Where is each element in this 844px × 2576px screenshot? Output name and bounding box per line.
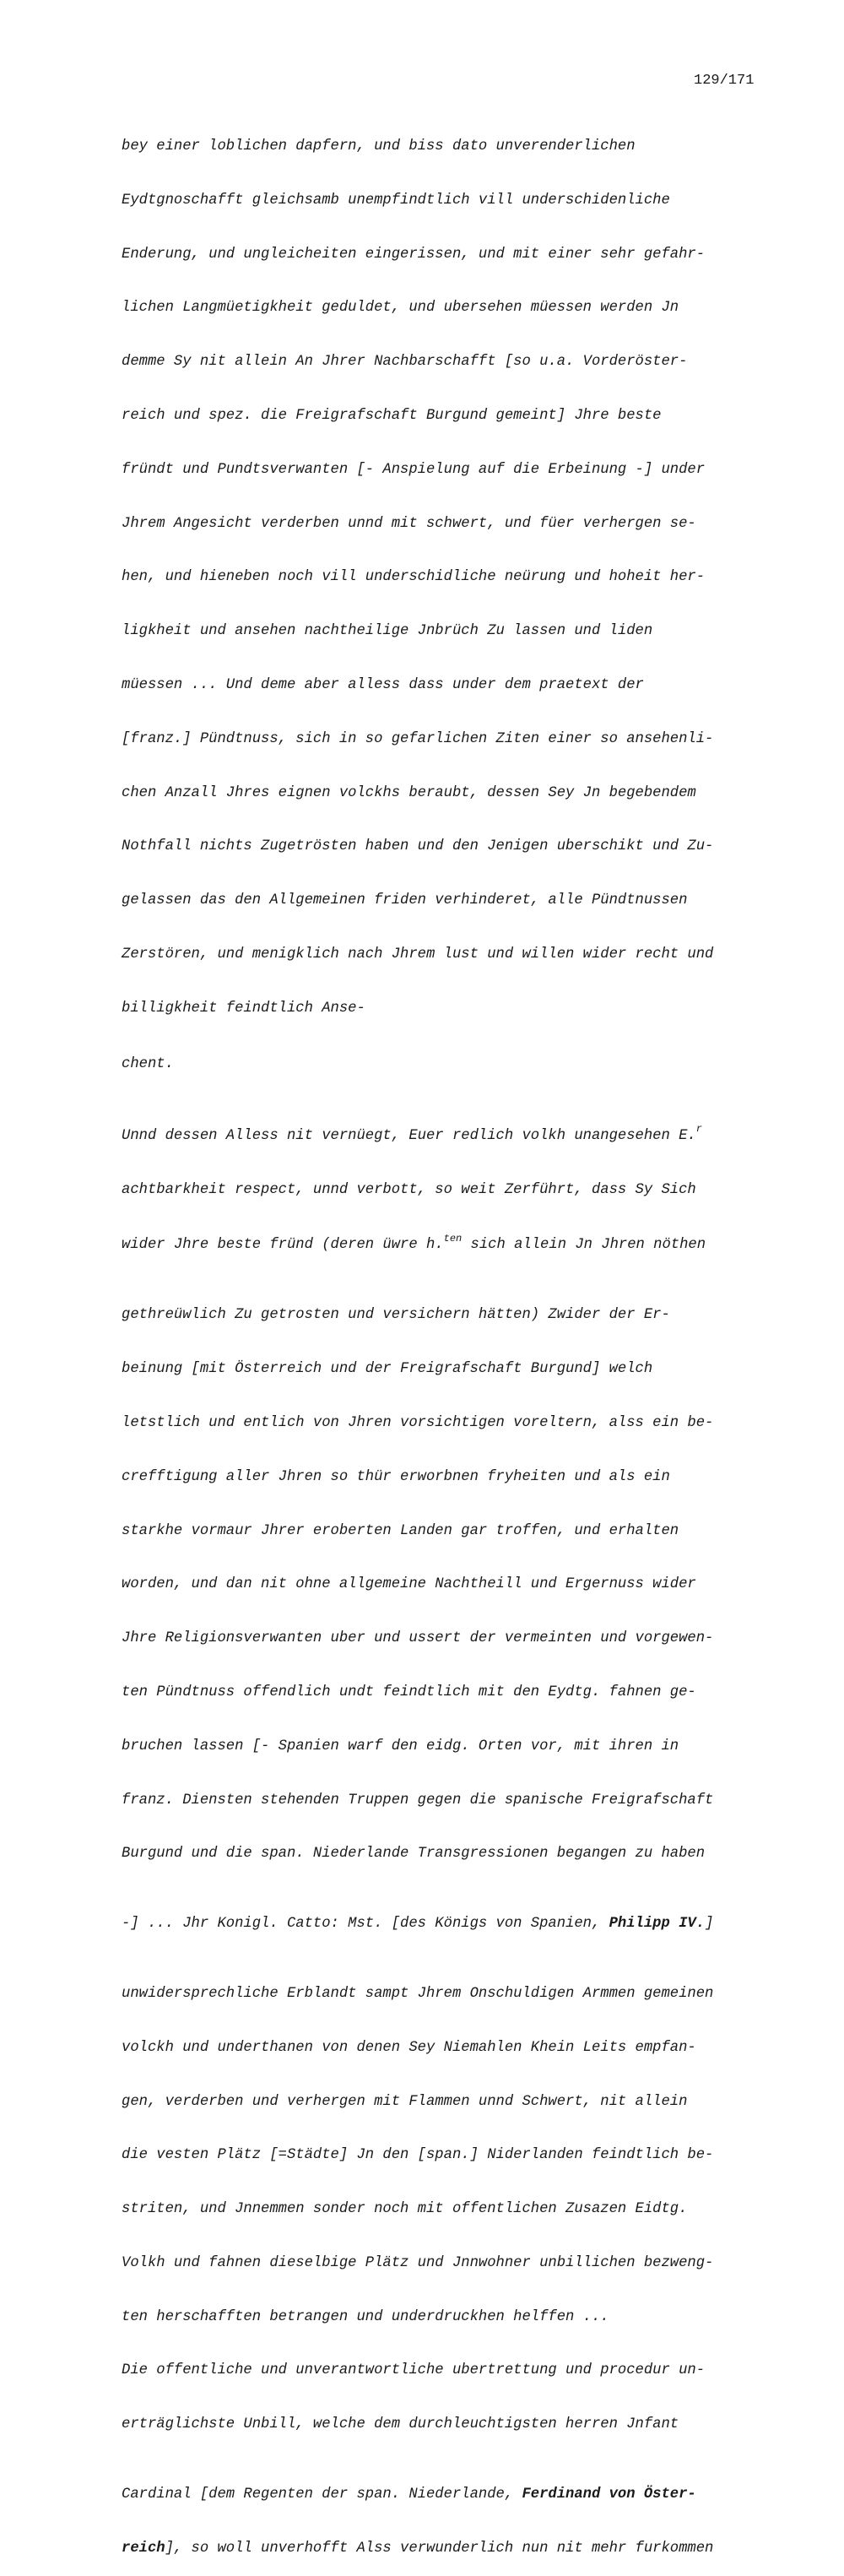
text-line: chent. bbox=[122, 1055, 174, 1072]
text-line: billigkheit feindtlich Anse- bbox=[122, 1000, 365, 1017]
text-segment: sich allein Jn Jhren nöthen bbox=[462, 1237, 706, 1254]
text-line: Jhre Religionsverwanten uber und ussert der vermeinten und vorgewen- bbox=[122, 1630, 714, 1647]
text-line: chen Anzall Jhres eignen volckhs beraubt, dessen Sey Jn begebendem bbox=[122, 784, 696, 801]
text-line: müessen ... Und deme aber alless dass under dem praetext der bbox=[122, 676, 644, 693]
text-line: volckh und underthanen von denen Sey Niemahlen Khein Leits empfan- bbox=[122, 2039, 696, 2056]
text-line: gethreüwlich Zu getrosten und versichern hätten) Zwider der Er- bbox=[122, 1307, 670, 1324]
text-line: starkhe vormaur Jhrer eroberten Landen gar troffen, und erhalten bbox=[122, 1522, 679, 1539]
text-line: fründt und Pundtsverwanten [- Anspielung auf die Erbeinung -] under bbox=[122, 461, 706, 478]
text-line: ligkheit und ansehen nachtheilige Jnbrüch Zu lassen und liden bbox=[122, 623, 653, 640]
text-line: Volkh und fahnen dieselbige Plätz und Jnnwohner unbillichen bezweng- bbox=[122, 2254, 714, 2271]
text-line: Zerstören, und menigklich nach Jhrem lust und willen wider recht und bbox=[122, 946, 714, 963]
text-line: Burgund und die span. Niederlande Transgressionen begangen zu haben bbox=[122, 1846, 706, 1863]
text-line-with-bold-name bbox=[122, 2484, 780, 2506]
text-segment: ] bbox=[705, 1916, 714, 1933]
text-line: striten, und Jnnemmen sonder noch mit offentlichen Zusazen Eidtg. bbox=[122, 2201, 688, 2218]
text-line: crefftigung aller Jhren so thür erworbnen fryheiten und als ein bbox=[122, 1468, 670, 1485]
text-line-with-bold-name bbox=[122, 2538, 780, 2560]
text-line: letstlich und entlich von Jhren vorsichtigen voreltern, alss ein be- bbox=[122, 1414, 714, 1431]
text-line: bruchen lassen [- Spanien warf den eidg. Orten vor, mit ihren in bbox=[122, 1738, 679, 1754]
text-line: lichen Langmüetigkheit geduldet, und ubersehen müessen werden Jn bbox=[122, 300, 679, 317]
text-line-with-superscript bbox=[122, 1124, 780, 1147]
text-line: demme Sy nit allein An Jhrer Nachbarschafft [so u.a. Vorderöster- bbox=[122, 354, 688, 371]
text-line: achtbarkheit respect, unnd verbott, so weit Zerführt, dass Sy Sich bbox=[122, 1181, 696, 1198]
text-line: hen, und hieneben noch vill underschidliche neürung und hoheit her- bbox=[122, 569, 706, 586]
text-segment: Cardinal [dem Regenten der span. Niederlande, bbox=[122, 2487, 522, 2503]
text-line: Nothfall nichts Zugetrösten haben und den Jenigen uberschikt und Zu- bbox=[122, 838, 714, 855]
text-line: unwidersprechliche Erblandt sampt Jhrem Onschuldigen Armmen gemeinen bbox=[122, 1985, 714, 2002]
text-line: erträglichste Unbill, welche dem durchleuchtigsten herren Jnfant bbox=[122, 2416, 679, 2433]
bold-name: Ferdinand von Öster- bbox=[522, 2487, 696, 2503]
superscript: r bbox=[695, 1122, 702, 1135]
text-line: Eydtgnoschafft gleichsamb unempfindtlich vill underschidenliche bbox=[122, 192, 670, 209]
text-line-with-bold-name bbox=[122, 1913, 780, 1935]
text-line: beinung [mit Österreich und der Freigrafschaft Burgund] welch bbox=[122, 1361, 653, 1378]
page-number: 129/171 bbox=[694, 73, 755, 89]
text-line: [franz.] Pündtnuss, sich in so gefarlichen Ziten einer so ansehenli- bbox=[122, 730, 714, 747]
text-segment: ], so woll unverhofft Alss verwunderlich nun nit mehr furkommen bbox=[165, 2540, 714, 2557]
text-line: gelassen das den Allgemeinen friden verhinderet, alle Pündtnussen bbox=[122, 892, 688, 909]
superscript: ten bbox=[443, 1232, 463, 1245]
text-line: gen, verderben und verhergen mit Flammen unnd Schwert, nit allein bbox=[122, 2093, 688, 2110]
text-line: bey einer loblichen dapfern, und biss dato unverenderlichen bbox=[122, 138, 636, 155]
text-line: die vesten Plätz [=Städte] Jn den [span.] Niderlanden feindtlich be- bbox=[122, 2147, 714, 2164]
text-line: franz. Diensten stehenden Truppen gegen die spanische Freigrafschaft bbox=[122, 1792, 714, 1809]
bold-name: reich bbox=[122, 2540, 165, 2557]
text-line-with-superscript bbox=[122, 1233, 780, 1256]
text-segment: wider Jhre beste fründ (deren üwre h. bbox=[122, 1237, 444, 1254]
text-line: reich und spez. die Freigrafschaft Burgund gemeint] Jhre beste bbox=[122, 407, 662, 424]
text-line: Enderung, und ungleicheiten eingerissen, und mit einer sehr gefahr- bbox=[122, 246, 706, 263]
text-line: Jhrem Angesicht verderben unnd mit schwert, und füer verhergen se- bbox=[122, 515, 696, 532]
text-line: ten herschafften betrangen und underdruckhen helffen ... bbox=[122, 2308, 609, 2325]
text-line: Die offentliche und unverantwortliche ubertrettung und procedur un- bbox=[122, 2362, 706, 2379]
document-body bbox=[122, 104, 780, 2576]
text-line: ten Pündtnuss offendlich undt feindtlich mit den Eydtg. fahnen ge- bbox=[122, 1684, 696, 1700]
bold-name: Philipp IV. bbox=[609, 1916, 706, 1933]
text-line: worden, und dan nit ohne allgemeine Nachtheill und Ergernuss wider bbox=[122, 1576, 696, 1593]
text-segment: Unnd dessen Alless nit vernüegt, Euer redlich volkh unangesehen E. bbox=[122, 1127, 696, 1144]
text-segment: -] ... Jhr Konigl. Catto: Mst. [des Königs von Spanien, bbox=[122, 1916, 609, 1933]
